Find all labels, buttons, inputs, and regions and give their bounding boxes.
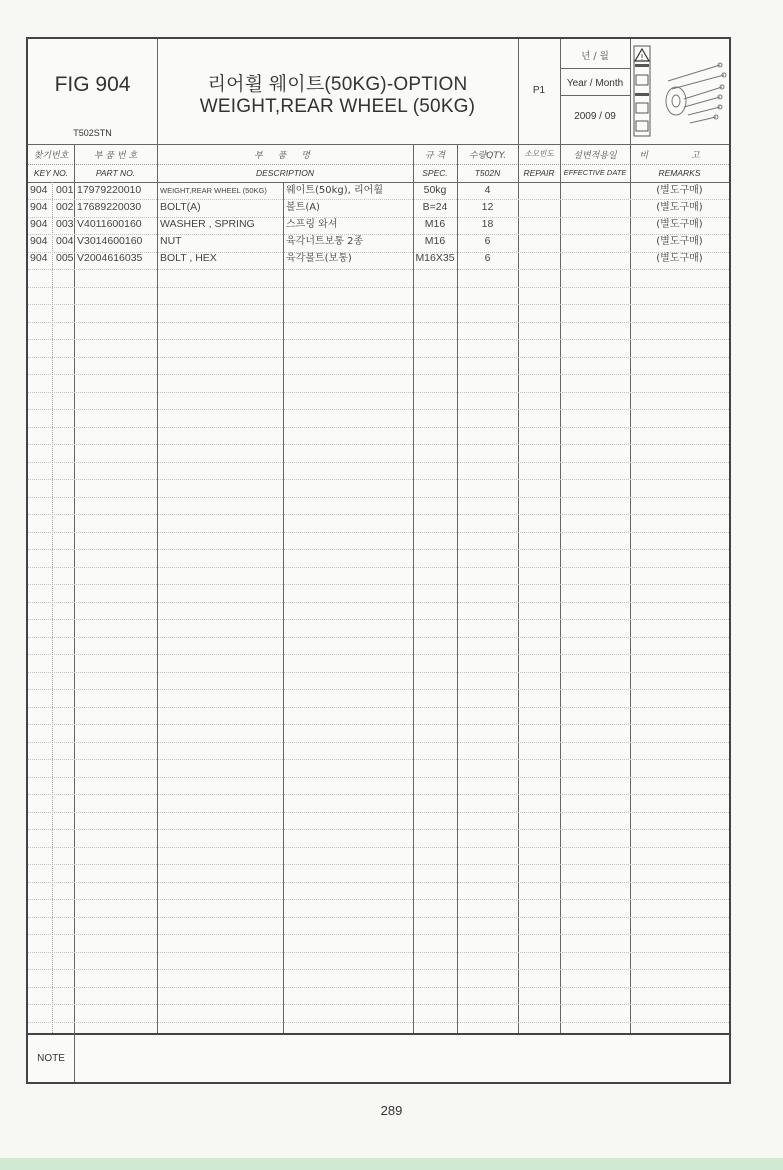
row-rule (28, 567, 729, 568)
part-no: V2004616035 (77, 252, 143, 264)
row-rule (28, 969, 729, 970)
row-rule (28, 812, 729, 813)
remarks: (별도구매) (656, 236, 703, 247)
column-header-mid-rule (28, 164, 729, 165)
row-rule (28, 584, 729, 585)
col-effective-en: EFFECTIVE DATE (563, 168, 627, 177)
col-spec-en: SPEC. (422, 168, 448, 178)
key-no: 904 (30, 252, 48, 264)
row-rule (28, 934, 729, 935)
row-rule (28, 917, 729, 918)
col-repair-kr: 소모빈도 (524, 149, 554, 158)
row-rule (28, 654, 729, 655)
parts-table-body (28, 182, 729, 1033)
title-korean: 리어휠 웨이트(50KG)-OPTION (207, 74, 468, 95)
part-no: V4011600160 (77, 218, 142, 230)
description-kr: 육각너트보통 2종 (286, 236, 364, 247)
remarks: (별도구매) (656, 185, 703, 196)
row-rule (28, 427, 729, 428)
spec: M16 (424, 235, 446, 247)
quantity: 12 (481, 201, 494, 213)
row-rule (28, 339, 729, 340)
description-kr: 볼트(A) (286, 202, 320, 213)
col-desc-kr: 부 품 명 (254, 151, 316, 161)
description-en: BOLT(A) (160, 201, 201, 213)
quantity: 18 (481, 218, 494, 230)
header-divider (630, 39, 631, 144)
row-rule (28, 707, 729, 708)
row-rule (28, 672, 729, 673)
svg-text:!: ! (640, 53, 644, 62)
col-key-kr: 찾기번호 (33, 151, 69, 161)
row-rule (28, 619, 729, 620)
row-rule (28, 322, 729, 323)
fig-number: FIG 904 (54, 73, 131, 96)
row-rule (28, 1022, 729, 1023)
date-value: 2009 / 09 (574, 111, 616, 122)
key-no: 904 (30, 201, 48, 213)
col-remarks-kr: 비 고 (639, 151, 720, 161)
footer-strip (0, 1158, 783, 1170)
header-bottom-rule (28, 144, 729, 145)
parts-sheet (26, 37, 731, 1084)
page-number: 289 (380, 1103, 403, 1118)
row-rule (28, 952, 729, 953)
description-en: WASHER , SPRING (160, 218, 255, 230)
title-english: WEIGHT,REAR WHEEL (50KG) (199, 96, 476, 117)
remarks: (별도구매) (656, 202, 703, 213)
quantity: 6 (484, 252, 491, 264)
row-rule (28, 882, 729, 883)
spec: B=24 (422, 201, 448, 213)
row-rule (28, 444, 729, 445)
model-code: T502STN (73, 128, 112, 138)
row-rule (28, 357, 729, 358)
key-no-sub: 005 (56, 252, 74, 264)
key-no-sub: 001 (56, 184, 74, 196)
row-rule (28, 497, 729, 498)
description-kr: 웨이트(50kg), 리어휠 (286, 185, 383, 196)
row-rule (28, 392, 729, 393)
part-no: V3014600160 (77, 235, 143, 247)
row-rule (28, 899, 729, 900)
col-key-en: KEY NO. (33, 168, 69, 178)
key-no-sub: 004 (56, 235, 74, 247)
col-remarks-en: REMARKS (658, 168, 701, 178)
row-rule (28, 462, 729, 463)
page-code: P1 (532, 85, 546, 96)
description-en: WEIGHT,REAR WHEEL (50KG) (160, 186, 267, 195)
description-kr: 스프링 와셔 (286, 219, 338, 230)
row-rule (28, 287, 729, 288)
row-rule (28, 742, 729, 743)
description-en: BOLT , HEX (160, 252, 217, 264)
row-rule (28, 689, 729, 690)
col-qty-en: T502N (474, 168, 501, 178)
key-no-sub: 002 (56, 201, 74, 213)
key-no: 904 (30, 235, 48, 247)
date-box-rule (560, 68, 630, 69)
col-part-kr: 부 품 번 호 (93, 151, 138, 161)
quantity: 4 (484, 184, 491, 196)
row-rule (28, 479, 729, 480)
col-desc-en: DESCRIPTION (255, 168, 315, 178)
row-rule (28, 1004, 729, 1005)
spec: M16 (424, 218, 446, 230)
row-rule (28, 549, 729, 550)
description-en: NUT (160, 235, 182, 247)
key-no: 904 (30, 184, 48, 196)
row-rule (28, 777, 729, 778)
row-rule (28, 829, 729, 830)
warning-label-icon (633, 45, 651, 137)
row-rule (28, 304, 729, 305)
key-no: 904 (30, 218, 48, 230)
date-label-korean: 년 / 월 (581, 51, 609, 62)
row-rule (28, 864, 729, 865)
row-rule (28, 637, 729, 638)
col-effective-kr: 설변적용일 (573, 151, 617, 161)
note-divider (74, 1033, 75, 1082)
key-no-sub: 003 (56, 218, 74, 230)
date-label-english: Year / Month (566, 78, 624, 89)
remarks: (별도구매) (656, 253, 703, 264)
row-rule (28, 374, 729, 375)
row-rule (28, 269, 729, 270)
date-box-rule (560, 95, 630, 96)
col-qty-kr: 수량QTY. (468, 151, 507, 161)
row-rule (28, 602, 729, 603)
col-spec-kr: 규 격 (424, 151, 446, 161)
row-rule (28, 847, 729, 848)
row-rule (28, 514, 729, 515)
row-rule (28, 759, 729, 760)
row-rule (28, 409, 729, 410)
note-top-rule (28, 1033, 729, 1035)
quantity: 6 (484, 235, 491, 247)
row-rule (28, 987, 729, 988)
spec: 50kg (423, 184, 447, 196)
col-repair-en: REPAIR (523, 168, 555, 178)
description-kr: 육각볼트(보통) (286, 253, 352, 264)
part-no: 17689220030 (77, 201, 142, 213)
row-rule (28, 724, 729, 725)
note-label: NOTE (37, 1053, 65, 1064)
part-no: 17979220010 (77, 184, 142, 196)
row-rule (28, 794, 729, 795)
spec: M16X35 (415, 252, 455, 264)
wheel-weight-illustration-icon (654, 51, 727, 137)
row-rule (28, 532, 729, 533)
remarks: (별도구매) (656, 219, 703, 230)
col-part-en: PART NO. (95, 168, 136, 178)
